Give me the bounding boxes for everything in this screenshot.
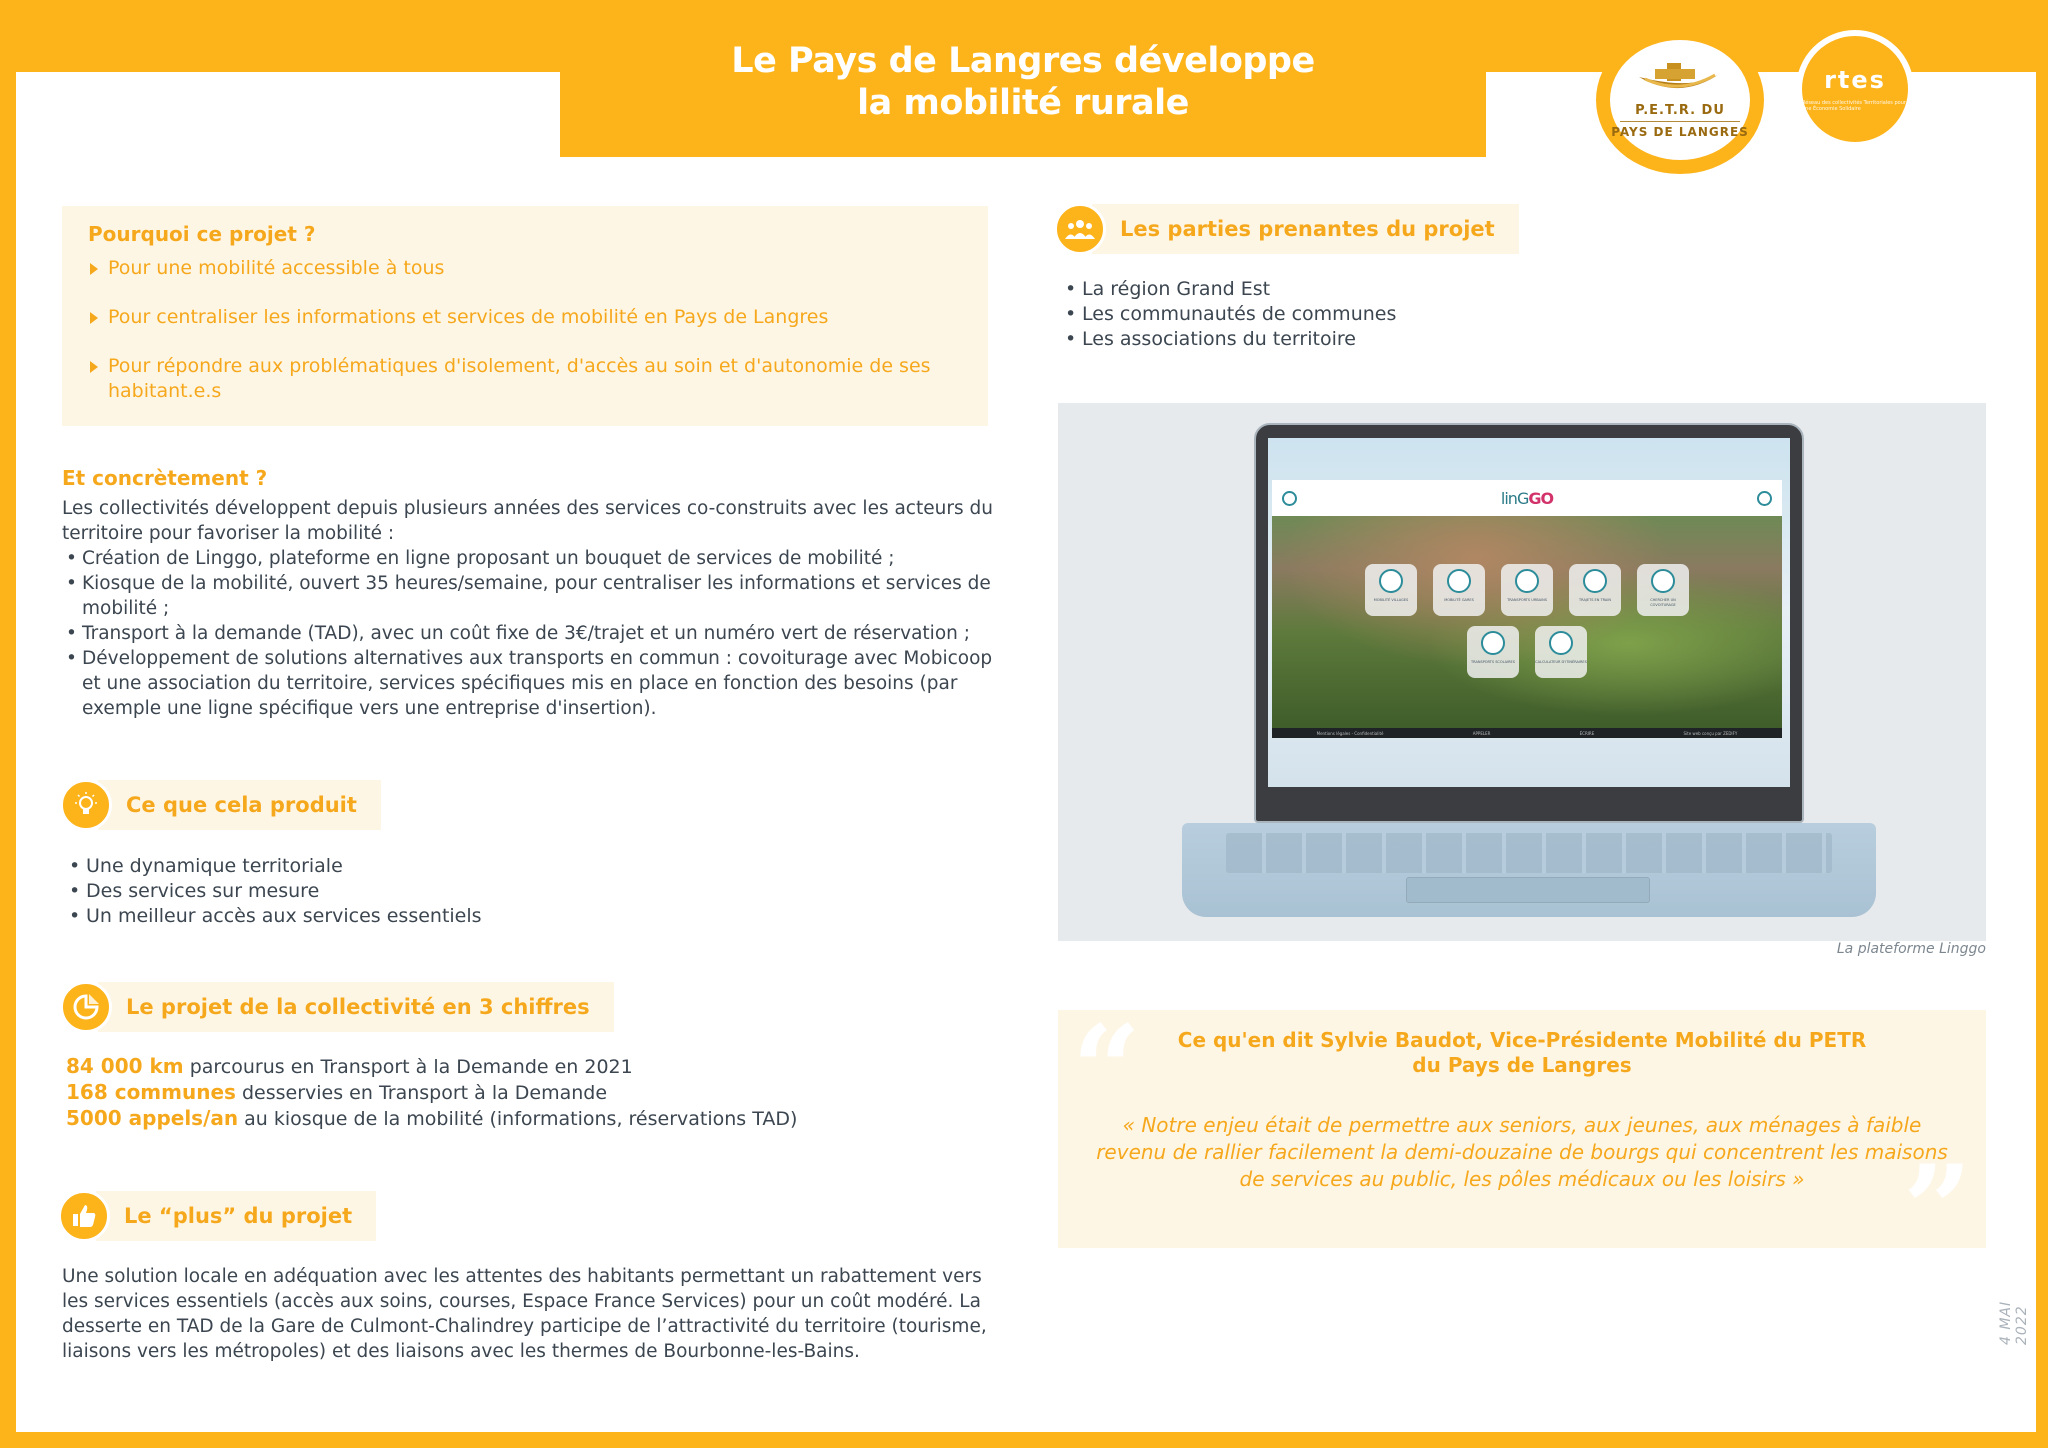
divider xyxy=(1620,121,1740,122)
person-station-icon xyxy=(1447,569,1471,593)
fluo-icon xyxy=(1549,631,1573,655)
stakeholders-list xyxy=(1062,277,1396,352)
figure-value: 5000 appels/an xyxy=(66,1106,239,1130)
publication-date: 4 MAI 2022 xyxy=(1998,1300,2030,1345)
plus-text: Une solution locale en adéquation avec les attentes des habitants permettant un rabattement vers les services essentiels (accès aux soins, courses, Espace France Services) pour un coût modéré. La desserte en TAD de la Gare de Culmont-Chalindrey participe de l’attractivité du territoire (tourisme, liaisons vers les métropoles) et des liaisons avec les thermes de Bourbonne-les-Bains. xyxy=(62,1266,987,1362)
tile-transports-urbains xyxy=(1501,564,1553,616)
stakeholder-item: • Les communautés de communes xyxy=(1062,302,1396,327)
figure-row xyxy=(66,1054,797,1080)
footer-write: ÉCRIRE xyxy=(1579,730,1595,736)
figure-text: au kiosque de la mobilité (informations, réservations TAD) xyxy=(238,1108,798,1130)
rtes-logo-text: rtes xyxy=(1824,66,1886,94)
tile-transports-scolaires xyxy=(1467,626,1519,678)
concrete-list xyxy=(62,546,1002,721)
why-item-text: Pour centraliser les informations et services de mobilité en Pays de Langres xyxy=(108,306,829,328)
tile-mobilite-gares xyxy=(1433,564,1485,616)
title-banner xyxy=(560,0,1486,157)
thumbs-up-icon xyxy=(58,1190,110,1242)
tile-calculateur xyxy=(1535,626,1587,678)
figure-text: desservies en Transport à la Demande xyxy=(235,1082,608,1104)
produces-item: • Une dynamique territoriale xyxy=(66,854,482,879)
produces-header xyxy=(60,780,381,830)
tile-covoiturage xyxy=(1637,564,1689,616)
why-item xyxy=(88,354,962,404)
plus-title: Le “plus” du projet xyxy=(96,1191,376,1241)
site-footer xyxy=(1272,728,1782,738)
quote-title xyxy=(1088,1028,1956,1078)
figure-value: 168 communes xyxy=(66,1080,236,1104)
castle-icon xyxy=(1635,61,1725,97)
quote-text: « Notre enjeu était de permettre aux seniors, aux jeunes, aux ménages à faible revenu de rallier facilement la demi-douzaine de bourgs qui concentrent les maisons de services au public, les pôles médicaux ou les loisirs » xyxy=(1096,1113,1948,1191)
figure-row xyxy=(66,1080,797,1106)
linggo-photo xyxy=(1058,403,1986,941)
bus-icon xyxy=(1515,569,1539,593)
chart-pie-icon xyxy=(60,981,112,1033)
concrete-item: • Transport à la demande (TAD), avec un coût fixe de 3€/trajet et un numéro vert de réservation ; xyxy=(62,621,1002,646)
quote-title-line2: du Pays de Langres xyxy=(1412,1053,1632,1077)
school-bus-icon xyxy=(1481,631,1505,655)
why-section xyxy=(62,206,988,426)
aerial-photo xyxy=(1272,516,1782,728)
footer-legal: Mentions légales - Confidentialité xyxy=(1316,730,1384,736)
concrete-section xyxy=(62,466,1002,721)
linggo-website xyxy=(1268,438,1790,787)
page-title-line2: la mobilité rurale xyxy=(857,83,1189,123)
tile-label: CHERCHER UN COVOITURAGE xyxy=(1650,598,1676,607)
tile-label: TRAJETS EN TRAIN xyxy=(1579,598,1611,602)
produces-title: Ce que cela produit xyxy=(98,780,381,830)
tile-label: TRANSPORTS URBAINS xyxy=(1507,598,1547,602)
linggo-logo-left: linG xyxy=(1500,488,1529,508)
photo-caption: La plateforme Linggo xyxy=(1836,941,1986,957)
concrete-item: • Développement de solutions alternatives aux transports en commun : covoiturage avec Mobicoop et une association du territoire, services spécifiques mis en place en fonction des besoins (par exemple une ligne spécifique vers une entreprise d'insertion). xyxy=(62,646,1002,721)
produces-item: • Des services sur mesure xyxy=(66,879,482,904)
tile-label: TRANSPORTS SCOLAIRES xyxy=(1471,660,1515,664)
figure-text: parcourus en Transport à la Demande en 2021 xyxy=(183,1056,633,1078)
stakeholders-header xyxy=(1054,204,1519,254)
why-item-text: Pour une mobilité accessible à tous xyxy=(108,257,445,279)
triangle-bullet-icon xyxy=(90,312,98,324)
figures-header xyxy=(60,982,614,1032)
tile-trajets-train xyxy=(1569,564,1621,616)
menu-icon xyxy=(1282,491,1297,506)
concrete-item: • Création de Linggo, plateforme en ligne proposant un bouquet de services de mobilité ; xyxy=(62,546,1002,571)
tile-label: MOBILITÉ VILLAGES xyxy=(1373,598,1409,602)
footer-call: APPELER xyxy=(1472,730,1491,736)
site-header xyxy=(1272,480,1782,516)
why-title: Pourquoi ce projet ? xyxy=(88,222,316,246)
service-tiles xyxy=(1362,564,1692,688)
tile-mobilite-villages xyxy=(1365,564,1417,616)
triangle-bullet-icon xyxy=(90,263,98,275)
tile-label: CALCULATEUR D'ITINÉRAIRES xyxy=(1535,660,1587,664)
why-item xyxy=(88,256,962,281)
trackpad xyxy=(1406,877,1650,903)
keyboard-keys xyxy=(1226,833,1832,873)
laptop-screen xyxy=(1254,423,1804,823)
why-item-text: Pour répondre aux problématiques d'isolement, d'accès au soin et d'autonomie de ses habitant.e.s xyxy=(108,355,931,402)
lightbulb-icon xyxy=(60,779,112,831)
produces-item: • Un meilleur accès aux services essentiels xyxy=(66,904,482,929)
tile-label: MOBILITÉ GARES xyxy=(1444,598,1474,602)
car-icon xyxy=(1651,569,1675,593)
concrete-intro: Les collectivités développent depuis plusieurs années des services co-construits avec les acteurs du territoire pour favoriser la mobilité : xyxy=(62,498,993,544)
stakeholders-title: Les parties prenantes du projet xyxy=(1092,204,1519,254)
stakeholder-item: • Les associations du territoire xyxy=(1062,327,1396,352)
quote-title-line1: Ce qu'en dit Sylvie Baudot, Vice-Présidente Mobilité du PETR xyxy=(1177,1028,1867,1052)
rtes-logo xyxy=(1796,30,1914,148)
figure-row xyxy=(66,1106,797,1132)
figures-title: Le projet de la collectivité en 3 chiffres xyxy=(98,982,614,1032)
stakeholder-item: • La région Grand Est xyxy=(1062,277,1396,302)
plus-header xyxy=(58,1191,376,1241)
train-icon xyxy=(1583,569,1607,593)
petr-logo-line2: PAYS DE LANGRES xyxy=(1611,125,1749,139)
page-title-line1: Le Pays de Langres développe xyxy=(731,41,1315,81)
concrete-item: • Kiosque de la mobilité, ouvert 35 heures/semaine, pour centraliser les informations et services de mobilité ; xyxy=(62,571,1002,621)
linggo-logo xyxy=(1501,489,1553,508)
produces-list xyxy=(66,854,482,929)
open-quote-icon: “ xyxy=(1072,999,1142,1140)
footer-credit: Site web conçu par ZEDIFY xyxy=(1683,730,1738,736)
house-icon xyxy=(1379,569,1403,593)
petr-logo-line1: P.E.T.R. DU xyxy=(1635,103,1725,118)
petr-logo xyxy=(1596,26,1764,174)
calendar-icon xyxy=(1757,491,1772,506)
quote-section xyxy=(1058,999,1986,1280)
laptop-keyboard xyxy=(1182,823,1876,917)
why-item xyxy=(88,305,962,330)
people-icon xyxy=(1054,203,1106,255)
concrete-title: Et concrètement ? xyxy=(62,466,268,490)
close-quote-icon: ” xyxy=(1902,1139,1972,1280)
figures-list xyxy=(66,1054,797,1132)
rtes-logo-tagline: Réseau des collectivités Territoriales pour une Économie Solidaire xyxy=(1802,100,1906,112)
triangle-bullet-icon xyxy=(90,361,98,373)
linggo-logo-right: GO xyxy=(1528,488,1554,508)
figure-value: 84 000 km xyxy=(66,1054,184,1078)
